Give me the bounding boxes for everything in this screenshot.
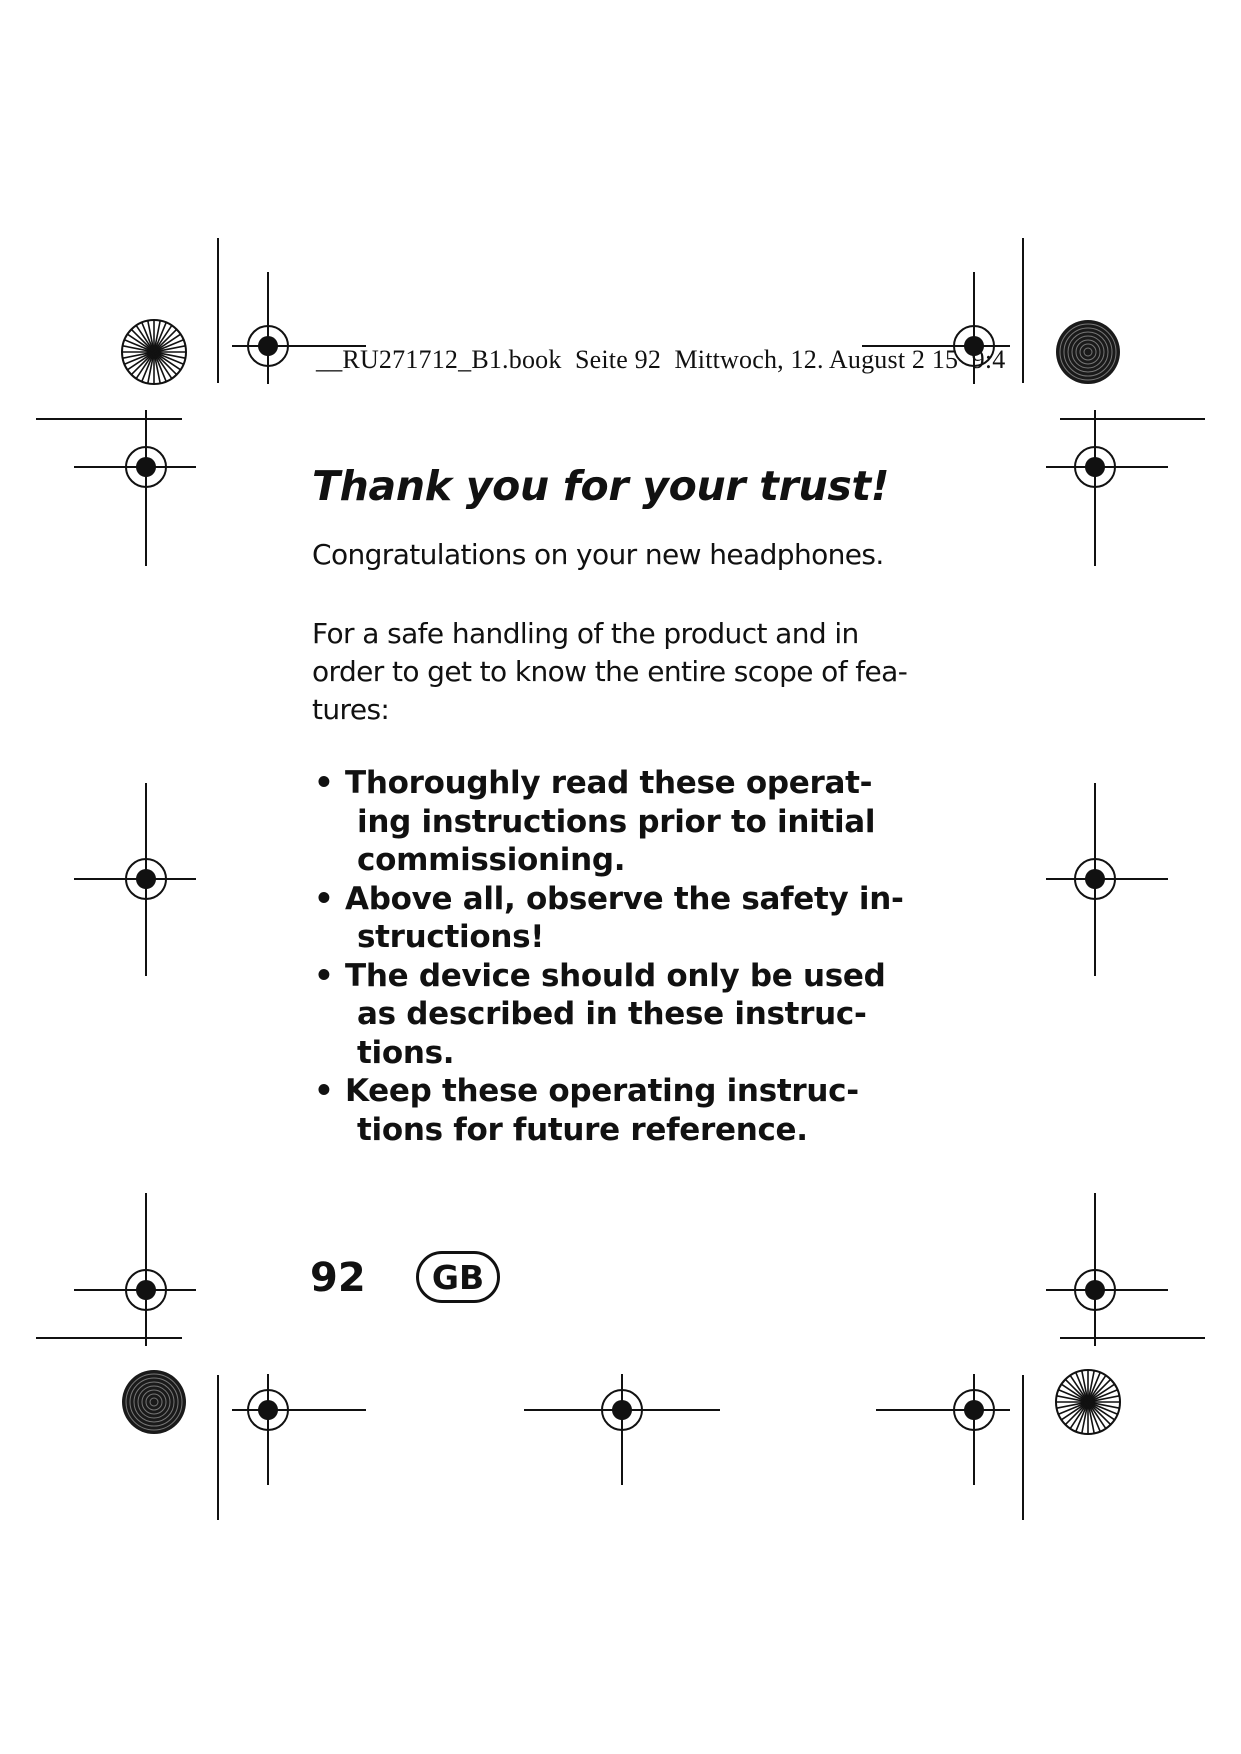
intro-text: Congratulations on your new headphones.: [312, 538, 884, 571]
country-code-badge: GB: [416, 1251, 500, 1303]
bullet-icon: •: [314, 880, 334, 917]
list-item-line: structions!: [357, 919, 545, 955]
page-title: Thank you for your trust!: [312, 462, 890, 510]
list-item-line: as described in these instruc-: [357, 996, 867, 1032]
safety-paragraph: [312, 615, 907, 729]
list-item-line: Keep these operating instruc-: [345, 1073, 859, 1109]
list-item-line: ing instructions prior to initial: [357, 803, 876, 840]
list-item: [312, 764, 904, 880]
instruction-list: [312, 764, 904, 1149]
list-item: [312, 1072, 904, 1149]
list-item-line: tions.: [357, 1034, 455, 1071]
bullet-icon: •: [314, 1073, 334, 1109]
list-item-line: commissioning.: [357, 842, 626, 878]
print-slug-header: __RU271712_B1.book Seite 92 Mittwoch, 12. August 2 15 9:4: [316, 345, 1006, 374]
paragraph-line: tures:: [312, 693, 390, 726]
page-number: 92: [310, 1255, 366, 1301]
bullet-icon: •: [314, 765, 334, 801]
bullet-icon: •: [314, 957, 334, 994]
list-item-line: The device should only be used: [345, 957, 886, 994]
list-item: [312, 957, 904, 1073]
paragraph-line: order to get to know the entire scope of fea-: [312, 655, 908, 688]
list-item-line: Above all, observe the safety in-: [345, 880, 904, 917]
list-item-line: tions for future reference.: [357, 1111, 808, 1148]
list-item: [312, 880, 904, 957]
list-item-line: Thoroughly read these operat-: [345, 765, 873, 801]
paragraph-line: For a safe handling of the product and in: [312, 617, 859, 650]
